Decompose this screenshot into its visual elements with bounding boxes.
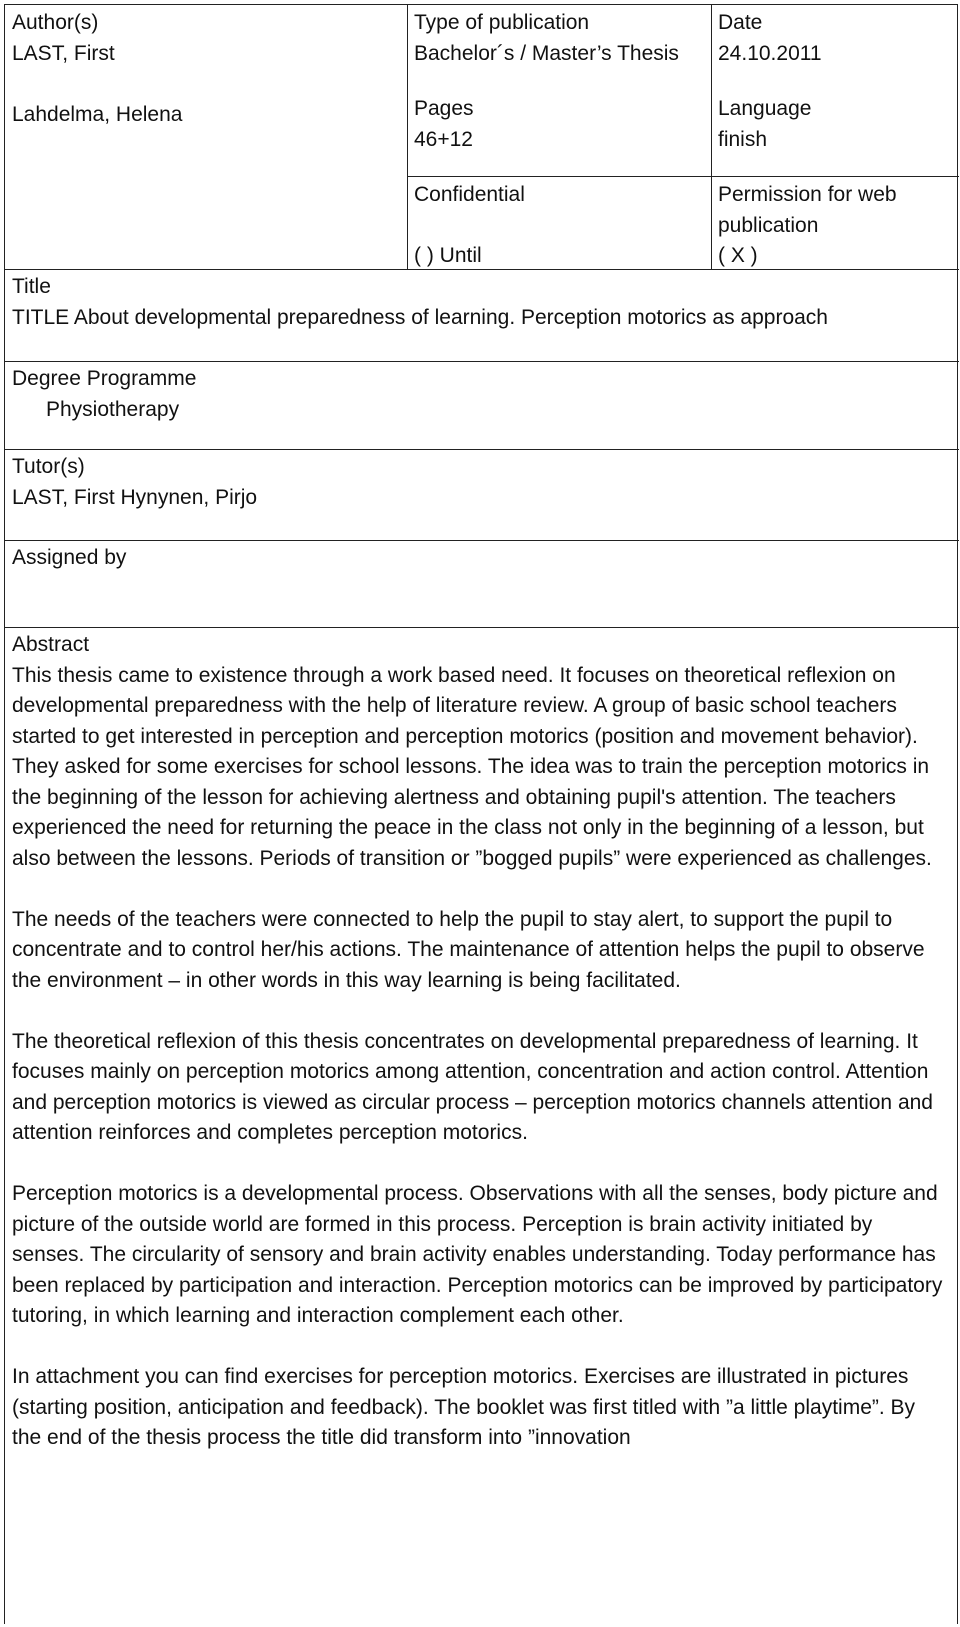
title-label: Title <box>12 275 51 298</box>
abstract-body <box>12 661 948 1454</box>
abstract-paragraph-3: The theoretical reflexion of this thesis concentrates on developmental preparedness of learning. It focuses mainly on perception motorics among attention, concentration and action control. Attention and perception motorics is viewed as circular process – perception motorics channels attention and attention reinforces and completes perception motorics. <box>12 1029 933 1144</box>
degree-cell <box>5 361 959 449</box>
author-name: Lahdelma, Helena <box>12 102 183 126</box>
web-permission-label-line-1: Permission for web <box>718 183 897 206</box>
assigned-by-label: Assigned by <box>12 546 127 569</box>
assigned-by-cell <box>5 540 959 627</box>
pages-label: Pages <box>414 97 474 120</box>
date-value: 24.10.2011 <box>718 41 822 65</box>
publication-type-cell <box>407 5 711 95</box>
web-permission-label-line-2: publication <box>718 213 819 237</box>
confidential-label: Confidential <box>414 183 525 206</box>
tutors-cell <box>5 449 959 540</box>
language-value: finish <box>718 127 768 151</box>
abstract-cell <box>5 627 959 1627</box>
language-cell <box>711 91 959 177</box>
date-cell <box>711 5 959 95</box>
web-permission-value: ( X ) <box>718 244 758 267</box>
publication-description-form <box>4 4 958 1624</box>
abstract-label: Abstract <box>12 633 90 656</box>
tutors-label: Tutor(s) <box>12 455 85 478</box>
publication-type-value: Bachelor´s / Master’s Thesis <box>414 41 679 65</box>
date-label: Date <box>718 11 763 34</box>
title-cell <box>5 269 959 361</box>
authors-cell <box>5 5 407 269</box>
authors-label: Author(s) <box>12 11 99 34</box>
publication-type-label: Type of publication <box>414 11 590 34</box>
abstract-paragraph-2: The needs of the teachers were connected to help the pupil to stay alert, to support the pupil to concentrate and to control her/his actions. The maintenance of attention helps the pupil to observe the environment – in other words in this way learning is being facilitated. <box>12 907 925 992</box>
authors-template: LAST, First <box>12 41 115 65</box>
language-label: Language <box>718 97 812 120</box>
abstract-paragraph-4: Perception motorics is a developmental process. Observations with all the senses, body picture and picture of the outside world are formed in this process. Perception is brain activity initiated by senses. The circularity of sensory and brain activity enables understanding. Today performance has been replaced by participation and interaction. Perception motorics can be improved by participatory tutoring, in which learning and interaction complement each other. <box>12 1182 943 1327</box>
abstract-paragraph-5: In attachment you can find exercises for perception motorics. Exercises are illustrated in pictures (starting position, anticipation and feedback). The booklet was first titled with ”a little playtime”. By the end of the thesis process the title did transform into ”innovation <box>12 1365 916 1449</box>
pages-cell <box>407 91 711 177</box>
title-value: TITLE About developmental preparedness of learning. Perception motorics as approach <box>12 305 828 329</box>
confidential-value: ( ) Until <box>414 244 482 267</box>
web-permission-cell <box>711 177 959 269</box>
degree-value: Physiotherapy <box>46 397 180 421</box>
degree-label: Degree Programme <box>12 367 197 390</box>
confidential-cell <box>407 177 711 269</box>
tutors-value: LAST, First Hynynen, Pirjo <box>12 485 258 509</box>
abstract-paragraph-1: This thesis came to existence through a work based need. It focuses on theoretical reflexion on developmental preparedness with the help of literature review. A group of basic school teachers started to get interested in perception and perception motorics (position and movement behavior). They asked for some exercises for school lessons. The idea was to train the perception motorics in the beginning of the lesson for achieving alertness and obtaining pupil's attention. The teachers experienced the need for returning the peace in the class not only in the beginning of a lesson, but also between the lessons. Periods of transition or ”bogged pupils” were experienced as challenges. <box>12 663 932 870</box>
pages-value: 46+12 <box>414 127 473 151</box>
